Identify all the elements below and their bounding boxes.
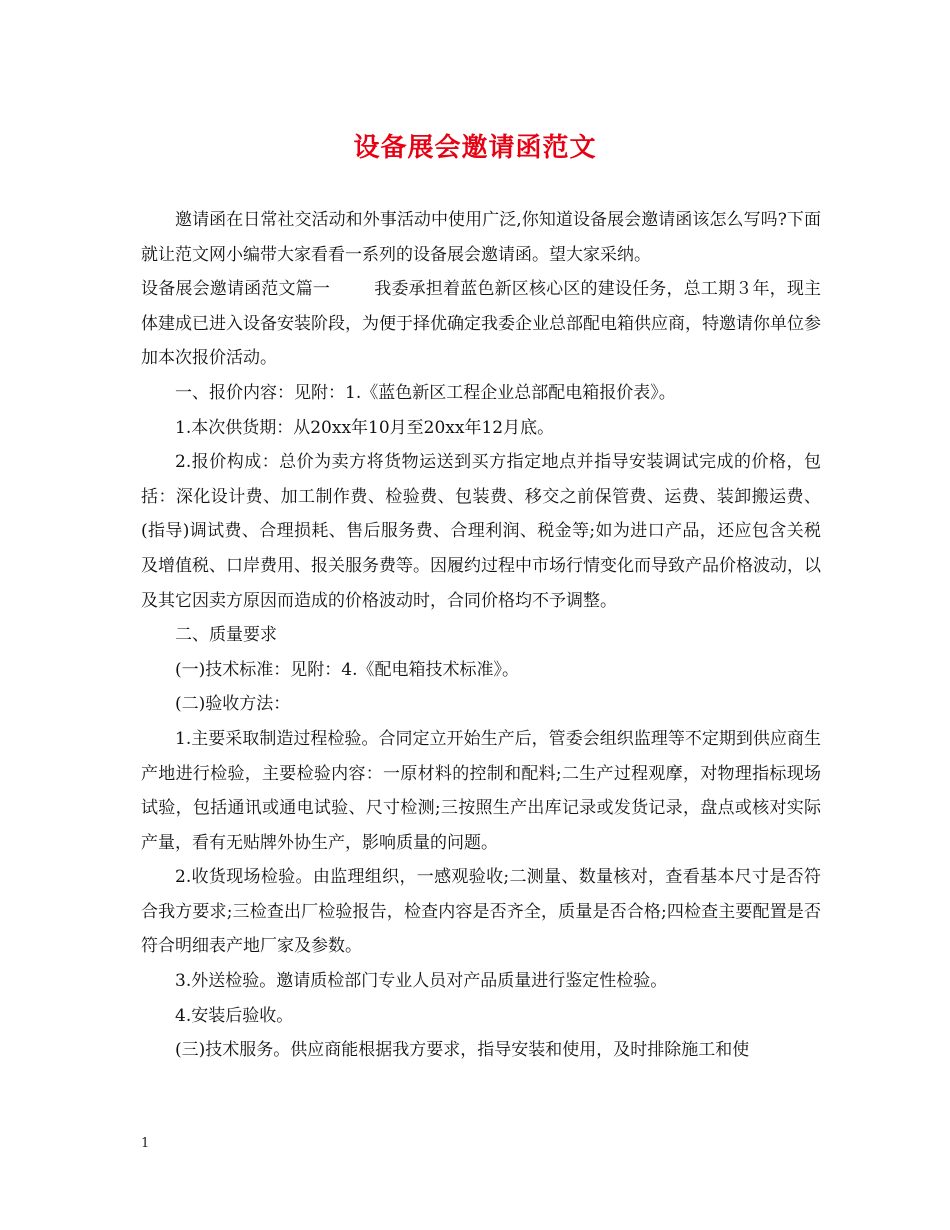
document-body [141,203,821,1068]
paragraph-quality-heading: 二、质量要求 [175,625,277,646]
paragraph-quote-content: 一、报价内容：见附：1.《蓝色新区工程企业总部配电箱报价表》。 [175,382,676,403]
paragraph-price-composition: 2.报价构成：总价为卖方将货物运送到买方指定地点并指导安装调试完成的价格，包括：深化设计费、加工制作费、检验费、包装费、移交之前保管费、运费、装卸搬运费、(指导)调试费、合理损耗、售后服务费、合理利润、税金等;如为进口产品，还应包含关税及增值税、口岸费用、报关服务费等。因履约过程中市场行情变化而导致产品价格波动，以及其它因卖方原因而造成的价格波动时，合同价格均不予调整。 [141,452,821,611]
paragraph-receiving-inspection: 2.收货现场检验。由监理组织，一感观验收;二测量、数量核对，查看基本尺寸是否符合我方要求;三检查出厂检验报告，检查内容是否齐全，质量是否合格;四检查主要配置是否符合明细表产地厂家及参数。 [141,867,821,957]
section-text: 我委承担着蓝色新区核心区的建设任务，总工期３年，现主体建成已进入设备安装阶段，为便于择优确定我委企业总部配电箱供应商，特邀请你单位参加本次报价活动。 [141,279,822,369]
document-title: 设备展会邀请函范文 [353,133,597,163]
paragraph-intro: 邀请函在日常社交活动和外事活动中使用广泛,你知道设备展会邀请函该怎么写吗?下面就让范文网小编带大家看看一系列的设备展会邀请函。望大家采纳。 [141,210,821,265]
paragraph-tech-standard: (一)技术标准：见附：4.《配电箱技术标准》。 [175,659,519,680]
paragraph-external-inspection: 3.外送检验。邀请质检部门专业人员对产品质量进行鉴定性检验。 [175,971,668,992]
section-heading: 设备展会邀请函范文篇一 [141,279,331,300]
page-number: 1 [141,1136,150,1151]
paragraph-manufacturing-inspection: 1.主要采取制造过程检验。合同定立开始生产后，管委会组织监理等不定期到供应商生产地进行检验，主要检验内容：一原材料的控制和配料;二生产过程观摩，对物理指标现场试验，包括通讯或通电试验、尺寸检测;三按照生产出库记录或发货记录，盘点或核对实际产量，看有无贴牌外协生产，影响质量的问题。 [141,728,821,853]
paragraph-tech-service: (三)技术服务。供应商能根据我方要求，指导安装和使用，及时排除施工和使 [175,1040,750,1061]
paragraph-supply-period: 1.本次供货期：从20xx年10月至20xx年12月底。 [175,417,555,438]
paragraph-acceptance-method: (二)验收方法： [175,694,291,715]
paragraph-post-install-acceptance: 4.安装后验收。 [175,1005,294,1026]
paragraph-section-1 [141,272,821,376]
